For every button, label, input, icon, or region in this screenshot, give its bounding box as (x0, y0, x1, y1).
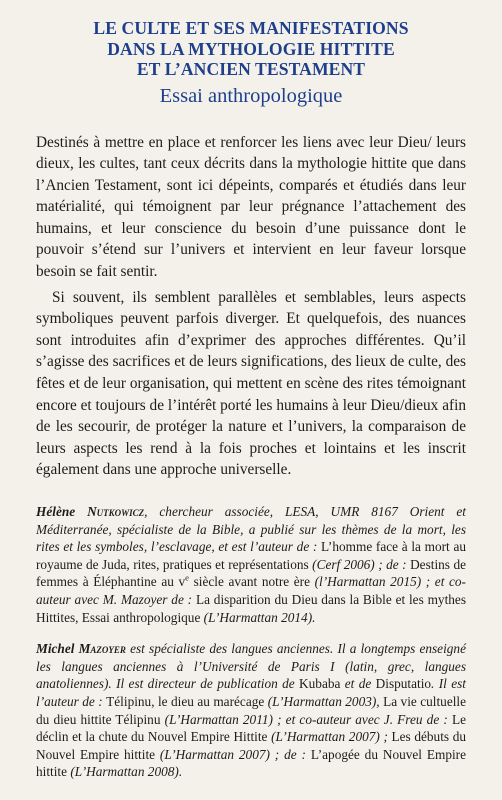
book-reference: Les débuts du Nouvel Empire hittite (36, 729, 466, 762)
bio-text: . Il est l’auteur de : (36, 676, 466, 709)
bio-text: et de (340, 676, 376, 692)
book-reference: siècle avant notre ère (188, 574, 315, 590)
book-reference: La vie cultuelle du dieu hittite Télipinu (36, 693, 467, 727)
publication-name: Disputatio (375, 676, 432, 692)
book-reference: Télipinu, le dieu au marécage (106, 693, 268, 709)
bio-text: (L’Harmattan 2007) ; (271, 729, 392, 745)
summary-text (36, 132, 466, 482)
author-first-name: Hélène (36, 504, 88, 519)
bio-text: (l’Harmattan 2015) ; et co-auteur avec M. Mazoyer de : (36, 574, 466, 607)
bio-text: (L’Harmattan 2003), (267, 693, 384, 709)
author-last-name: Nutkowicz (87, 504, 145, 519)
summary-paragraph-1: Destinés à mettre en place et renforcer les liens avec leur Dieu/ leurs dieux, les cultes, tant ceux décrits dans la mythologie hittite que dans l’Ancien Testament, sont ici dépeints, comparés et étudiés dans leur matérialité, qui témoignent par leur prégnance l’attachement des humains, et leur conscience du besoin d’une puissance dont le pouvoir s’étend sur l’univers et intervient en leur faveur lorsque besoin se fait sentir. (36, 133, 466, 281)
superscript: e (185, 572, 189, 583)
author-bio-mazoyer (36, 640, 466, 781)
summary-paragraph-2: Si souvent, ils semblent parallèles et semblables, leurs aspects symboliques peuvent parfois diverger. Et quelquefois, des nuances sont introduites afin d’exprimer des approches différentes. Qu’il s’agisse des sacrifices et de leurs significations, des lieux de culte, des fêtes et de leur organisation, qui mettent en scène des rites témoignant encore et toujours de l’intérêt porté les humains à leur Dieu/dieux afin de les secourir, de protéger la nature et l’univers, la comparaison de leurs aspects les rend à la fois proches et lointains et les inscrit également dans une approche universelle. (36, 288, 466, 479)
book-reference: La disparition du Dieu dans la Bible et les mythes Hittites, Essai anthropologique (36, 591, 466, 625)
book-reference: L’apogée du Nouvel Empire hittite (36, 746, 466, 780)
author-first-name: Michel (36, 641, 79, 657)
bio-text: est spécialiste des langues anciennes. Il a longtemps enseigné les langues anciennes à l’Université de Paris I (latin, grec, langues anatoliennes). Il est directeur de publication de (36, 641, 466, 692)
book-reference: Destins de femmes à Éléphantine au v (36, 556, 466, 590)
bio-text: (Cerf 2006) ; de : (312, 556, 411, 572)
author-last-name: Mazoyer (78, 641, 126, 657)
book-title (36, 18, 466, 80)
book-title-line-1: LE CULTE ET SES MANIFESTATIONS (93, 18, 409, 38)
bio-text: (L’Harmattan 2007) ; de : (159, 746, 311, 762)
author-bio-paragraph (36, 503, 466, 626)
book-reference: L’homme face à la mort au royaume de Juda, rites, pratiques et représentations (36, 539, 466, 572)
bio-text: (L’Harmattan 2008). (70, 764, 183, 780)
author-bio-paragraph (36, 640, 466, 781)
book-subtitle: Essai anthropologique (159, 84, 343, 107)
book-title-line-2: DANS LA MYTHOLOGIE HITTITE (107, 38, 395, 59)
book-reference: Le déclin et la chute du Nouvel Empire Hittite (36, 711, 466, 745)
author-bio-nutkowicz (36, 503, 466, 626)
bio-text: (L’Harmattan 2011) ; et co-auteur avec J. Freu de : (164, 711, 452, 727)
bio-text: (L’Harmattan 2014). (203, 609, 316, 625)
book-title-line-3: ET L’ANCIEN TESTAMENT (136, 59, 366, 79)
publication-name: Kubaba (299, 676, 341, 692)
bio-text: , chercheur associée, LESA, UMR 8167 Orient et Méditerranée, spécialiste de la Bible, a publié sur les thèmes de la mort, les rites et les symboles, l’esclavage, et est l’auteur de : (36, 504, 466, 555)
